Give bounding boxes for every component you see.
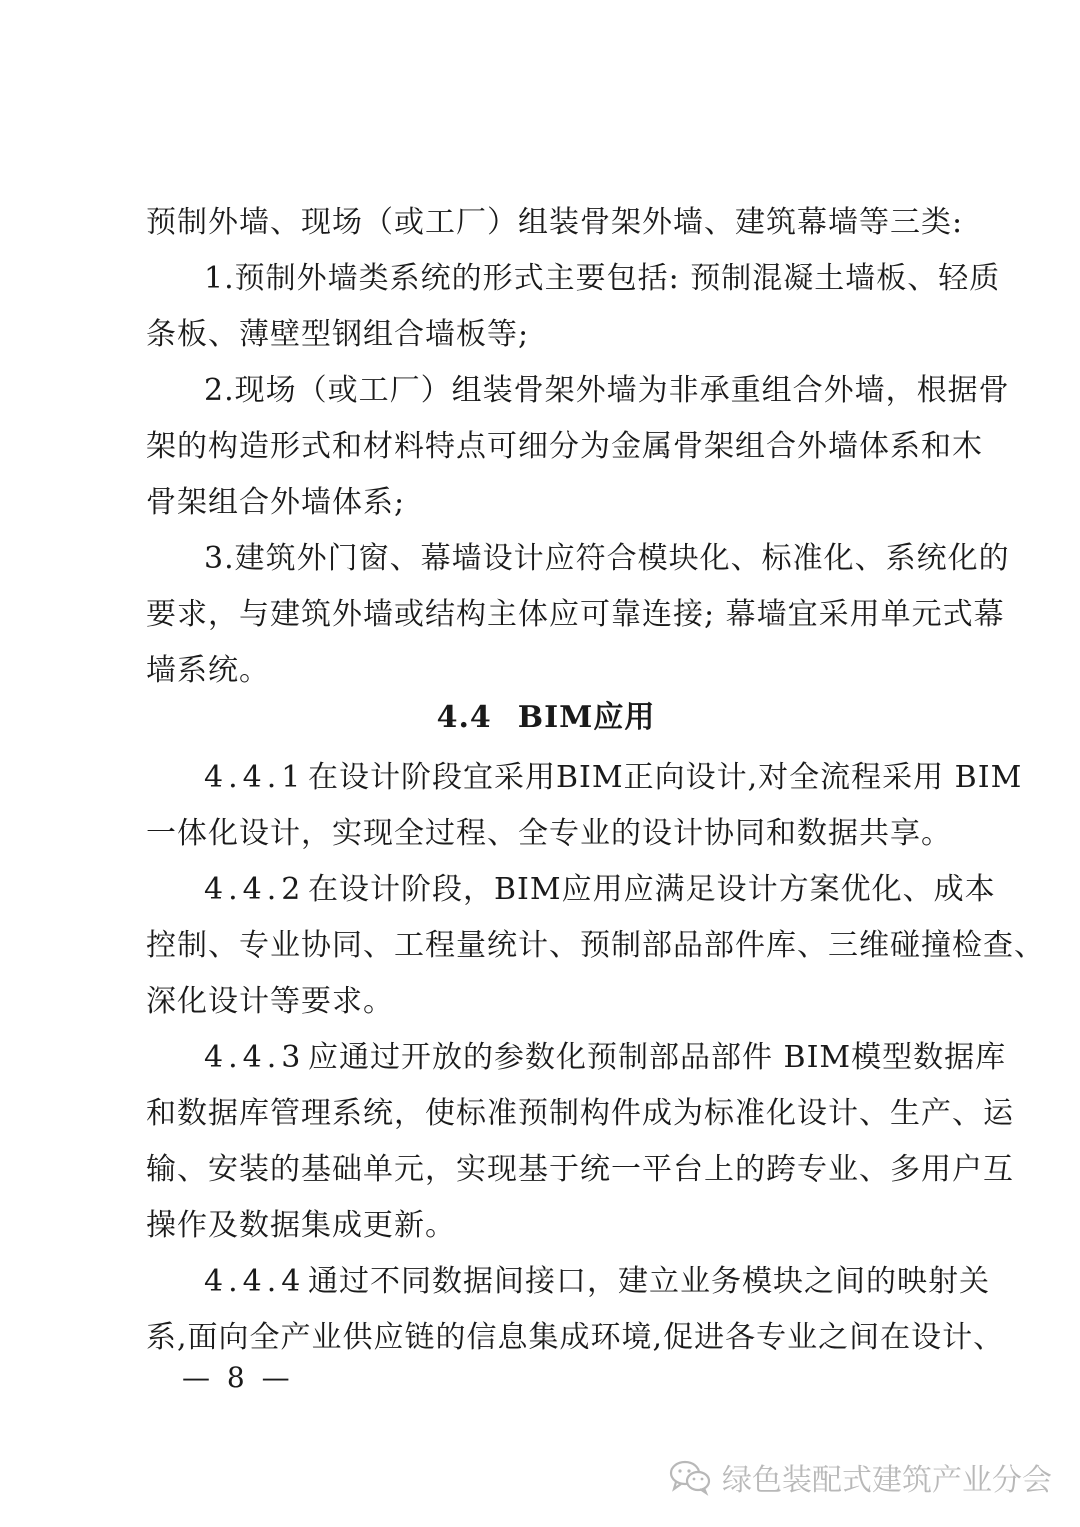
clause-number: 4.4.3 (204, 1040, 306, 1075)
wechat-icon (668, 1458, 712, 1496)
section-heading (146, 690, 946, 746)
clause-number: 4.4.2 (204, 872, 306, 907)
clause-line: 深化设计等要求。 (146, 984, 394, 1019)
clause-text: 在设计阶段，BIM应用应满足设计方案优化、成本 (308, 872, 996, 907)
section-title: BIM应用 (517, 700, 656, 735)
clause-text: 在设计阶段宜采用BIM正向设计,对全流程采用 BIM (308, 760, 1023, 795)
body-text-top (146, 195, 1010, 699)
clause-line (146, 862, 996, 918)
body-line: 墙系统。 (146, 653, 270, 688)
body-line: 1.预制外墙类系统的形式主要包括: 预制混凝土墙板、轻质 (204, 261, 1001, 296)
clause-line: 和数据库管理系统，使标准预制构件成为标准化设计、生产、运 (146, 1096, 1014, 1131)
clause-line: 控制、专业协同、工程量统计、预制部品部件库、三维碰撞检查、 (146, 928, 1045, 963)
clauses-block (146, 750, 1045, 1366)
body-line: 架的构造形式和材料特点可细分为金属骨架组合外墙体系和木 (146, 429, 983, 464)
body-line: 骨架组合外墙体系; (146, 485, 406, 520)
clause-line: 输、安装的基础单元，实现基于统一平台上的跨专业、多用户互 (146, 1152, 1014, 1187)
clause-line (146, 1030, 1007, 1086)
body-line: 条板、薄壁型钢组合墙板等; (146, 317, 530, 352)
watermark-text: 绿色装配式建筑产业分会 (722, 1463, 1052, 1498)
watermark (668, 1452, 1052, 1502)
clause-line (146, 1254, 990, 1310)
clause-text: 应通过开放的参数化预制部品部件 BIM模型数据库 (308, 1040, 1007, 1075)
section-number: 4.4 (436, 700, 492, 735)
clause-line: 操作及数据集成更新。 (146, 1208, 456, 1243)
body-line: 3.建筑外门窗、幕墙设计应符合模块化、标准化、系统化的 (204, 541, 1010, 576)
clause-line: 一体化设计，实现全过程、全专业的设计协同和数据共享。 (146, 816, 952, 851)
clause-number: 4.4.4 (204, 1264, 306, 1299)
body-line: 2.现场（或工厂）组装骨架外墙为非承重组合外墙，根据骨 (204, 373, 1010, 408)
clause-line (146, 750, 1023, 806)
page-number: — 8 — (182, 1361, 294, 1394)
clause-text: 通过不同数据间接口，建立业务模块之间的映射关 (308, 1264, 990, 1299)
clause-number: 4.4.1 (204, 760, 306, 795)
body-line: 要求，与建筑外墙或结构主体应可靠连接; 幕墙宜采用单元式幕 (146, 597, 1005, 632)
clause-line: 系,面向全产业供应链的信息集成环境,促进各专业之间在设计、 (146, 1320, 1005, 1355)
body-line: 预制外墙、现场（或工厂）组装骨架外墙、建筑幕墙等三类: (146, 205, 964, 240)
